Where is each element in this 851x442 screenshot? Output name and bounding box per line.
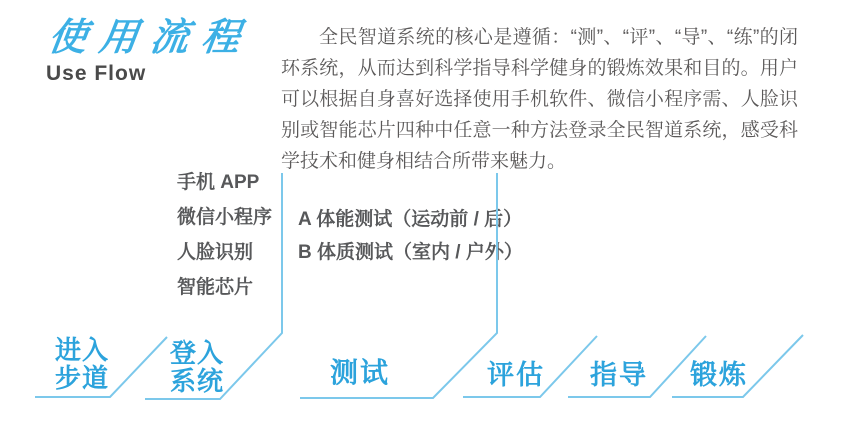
list-item-physique-test: B 体质测试（室内 / 户外） bbox=[298, 242, 523, 263]
page-title-chinese: 使用流程 bbox=[45, 17, 256, 59]
list-item-mobile-app: 手机 APP bbox=[177, 172, 260, 193]
flow-step-test: 测试 bbox=[330, 357, 391, 388]
flow-step-label: 进入 bbox=[55, 335, 110, 365]
page-title-english: Use Flow bbox=[46, 62, 147, 85]
list-item-wechat-miniapp: 微信小程序 bbox=[177, 207, 273, 228]
flow-step-login-system bbox=[170, 339, 224, 395]
flow-step-exercise: 锻炼 bbox=[690, 360, 748, 390]
intro-paragraph: 全民智道系统的核心是遵循：“测”、“评”、“导”、“练”的闭环系统，从而达到科学指导科学健身的锻炼效果和目的。用户可以根据自身喜好选择使用手机软件、微信小程序需、人脸识别或智能芯片四种中任意一种方法登录全民智道系统，感受科学技术和健身相结合所带来魅力。 bbox=[281, 27, 798, 172]
flow-step-label: 系统 bbox=[170, 366, 225, 396]
flow-step-enter-track bbox=[55, 336, 109, 392]
list-item-smart-chip: 智能芯片 bbox=[177, 277, 254, 298]
flow-step-label: 步道 bbox=[55, 363, 110, 393]
flow-step-label: 登入 bbox=[170, 338, 225, 368]
flow-step-guide: 指导 bbox=[590, 360, 648, 390]
flow-step-evaluate: 评估 bbox=[487, 360, 545, 390]
list-item-face-recognition: 人脸识别 bbox=[177, 242, 254, 263]
list-item-physical-ability-test: A 体能测试（运动前 / 后） bbox=[298, 209, 523, 230]
